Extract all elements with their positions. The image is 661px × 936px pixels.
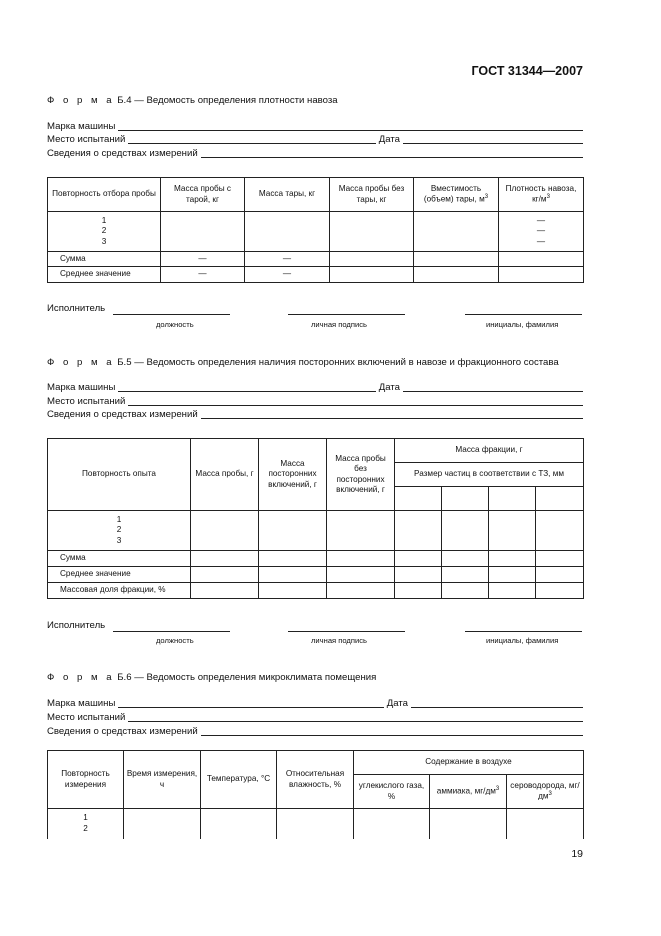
col-header: аммиака, $мг/дм^3$ [430,775,507,809]
position-line[interactable] [113,313,230,315]
fraction-size-cell[interactable] [536,487,584,511]
signature-caption: личная подпись [311,320,367,329]
cell[interactable] [191,583,259,599]
date-input-line[interactable] [403,390,583,392]
machine-input-line[interactable] [118,706,383,708]
col-header: Масса посторонних включений, г [259,439,327,511]
date-label: Дата [378,382,400,394]
cell[interactable] [489,583,536,599]
b5-instruments-line [47,408,583,420]
name-caption: инициалы, фамилия [486,320,559,329]
table-header-row [48,178,584,212]
cell[interactable] [259,583,327,599]
cell[interactable] [327,551,395,567]
b5-place-line [47,395,583,407]
cell[interactable] [191,511,259,551]
col-header: Повторность отбора пробы [48,178,161,212]
date-input-line[interactable] [403,142,583,144]
form-b4-title [47,95,338,106]
instruments-input-line[interactable] [201,156,583,158]
avg-label: Среднее значение [48,267,161,283]
cell[interactable] [442,567,489,583]
col-header: Повторность измерения [48,751,124,809]
cell[interactable] [191,567,259,583]
date-label: Дата [386,698,408,710]
col-header: Масса пробы без посторонних включений, г [327,439,395,511]
b4-place-line [47,133,583,145]
instruments-input-line[interactable] [201,734,583,736]
cell[interactable] [414,212,499,252]
table-row [48,551,584,567]
page-number: 19 [571,848,583,860]
dash-cell: — [245,252,330,267]
col-header: Вместимость (объем) тары, $м^3$ [414,178,499,212]
b6-machine-line [47,697,583,709]
form-prefix: Ф о р м а [47,672,115,683]
form-prefix: Ф о р м а [47,95,115,106]
cell[interactable] [536,551,584,567]
cell[interactable] [430,809,507,839]
table-row [48,252,584,267]
col-header: Относительная влажность, % [277,751,354,809]
cell[interactable] [245,212,330,252]
table-row [48,212,584,252]
b6-table [47,750,584,839]
name-line[interactable] [465,630,582,632]
form-number: Б.6 [117,672,132,683]
row-numbers: 1 2 [48,809,124,839]
col-header: сероводорода, $мг/дм^3$ [507,775,584,809]
table-row [48,583,584,599]
machine-input-line[interactable] [118,129,583,131]
standard-code: ГОСТ 31344—2007 [471,64,583,78]
col-header: Масса пробы без тары, кг [330,178,414,212]
cell[interactable] [330,252,414,267]
fraction-sub-header: Размер частиц в соответствии с ТЗ, мм [395,463,584,487]
dash-cell: — [161,267,245,283]
fraction-size-cell[interactable] [442,487,489,511]
share-label: Массовая доля фракции, % [48,583,191,599]
cell[interactable] [536,567,584,583]
col-header: Повторность опыта [48,439,191,511]
name-caption: инициалы, фамилия [486,636,559,645]
cell[interactable] [327,583,395,599]
date-input-line[interactable] [411,706,583,708]
cell[interactable] [442,583,489,599]
place-input-line[interactable] [128,720,583,722]
cell[interactable] [489,567,536,583]
fraction-size-cell[interactable] [489,487,536,511]
cell[interactable] [354,809,430,839]
name-line[interactable] [465,313,582,315]
b4-table [47,177,584,283]
col-header: Масса тары, кг [245,178,330,212]
instruments-label: Сведения о средствах измерений [47,148,198,160]
table-row [48,809,584,839]
cell[interactable] [330,212,414,252]
position-caption: должность [156,636,194,645]
cell[interactable] [414,252,499,267]
air-group-header: Содержание в воздухе [354,751,584,775]
b6-instruments-line [47,725,583,737]
instruments-label: Сведения о средствах измерений [47,726,198,738]
table-header-row [48,751,584,775]
cell[interactable] [499,252,584,267]
table-row [48,567,584,583]
machine-label: Марка машины [47,382,116,394]
cell[interactable] [489,511,536,551]
b4-instruments-line [47,147,583,159]
place-input-line[interactable] [128,142,375,144]
col-header: Время измерения, ч [124,751,201,809]
cell[interactable] [414,267,499,283]
cell[interactable] [499,267,584,283]
sum-label: Сумма [48,551,191,567]
cell[interactable] [507,809,584,839]
cell[interactable] [327,511,395,551]
position-caption: должность [156,320,194,329]
form-b5-title [47,357,559,368]
form-number: Б.5 [117,357,132,368]
form-number: Б.4 [117,95,132,106]
signature-line[interactable] [288,313,405,315]
cell[interactable] [191,551,259,567]
cell[interactable] [277,809,354,839]
machine-input-line[interactable] [118,390,375,392]
cell[interactable] [395,511,442,551]
col-header: Плотность навоза, $кг/м^3$ [499,178,584,212]
table-row [48,267,584,283]
table-header-row [48,439,584,463]
cell[interactable] [124,809,201,839]
machine-label: Марка машины [47,121,116,133]
b4-performer-label: Исполнитель [47,303,106,314]
place-label: Место испытаний [47,134,126,146]
col-header: Температура, °С [201,751,277,809]
b4-machine-line [47,120,583,132]
instruments-label: Сведения о средствах измерений [47,409,198,421]
sum-label: Сумма [48,252,161,267]
form-b6-title [47,672,376,683]
instruments-input-line[interactable] [201,417,583,419]
cell[interactable] [536,583,584,599]
cell[interactable] [489,551,536,567]
machine-label: Марка машины [47,698,116,710]
avg-label: Среднее значение [48,567,191,583]
signature-line[interactable] [288,630,405,632]
cell[interactable] [259,567,327,583]
form-prefix: Ф о р м а [47,357,115,368]
b6-place-line [47,711,583,723]
cell[interactable] [259,551,327,567]
b5-table [47,438,584,599]
cell[interactable] [442,511,489,551]
row-numbers: 1 2 3 [48,511,191,551]
form-title-text: — Ведомость определения наличия посторонних включений в навозе и фракционного состава [134,357,559,368]
cell[interactable] [330,267,414,283]
cell[interactable] [259,511,327,551]
place-input-line[interactable] [128,404,583,406]
cell[interactable] [536,511,584,551]
position-line[interactable] [113,630,230,632]
cell[interactable] [395,583,442,599]
cell[interactable] [395,567,442,583]
date-label: Дата [378,134,400,146]
cell[interactable] [442,551,489,567]
place-label: Место испытаний [47,712,126,724]
cell[interactable] [161,212,245,252]
density-dashes: — — — [499,212,584,252]
place-label: Место испытаний [47,396,126,408]
col-header: Масса пробы, г [191,439,259,511]
form-title-text: — Ведомость определения микроклимата помещения [134,672,377,683]
signature-caption: личная подпись [311,636,367,645]
fraction-size-cell[interactable] [395,487,442,511]
row-numbers: 1 2 3 [48,212,161,252]
dash-cell: — [161,252,245,267]
dash-cell: — [245,267,330,283]
form-title-text: — Ведомость определения плотности навоза [134,95,338,106]
cell[interactable] [327,567,395,583]
cell[interactable] [395,551,442,567]
col-header: Масса пробы с тарой, кг [161,178,245,212]
fraction-group-header: Масса фракции, г [395,439,584,463]
col-header: углекислого газа, % [354,775,430,809]
table-row [48,511,584,551]
cell[interactable] [201,809,277,839]
b5-performer-label: Исполнитель [47,620,106,631]
b5-machine-line [47,381,583,393]
